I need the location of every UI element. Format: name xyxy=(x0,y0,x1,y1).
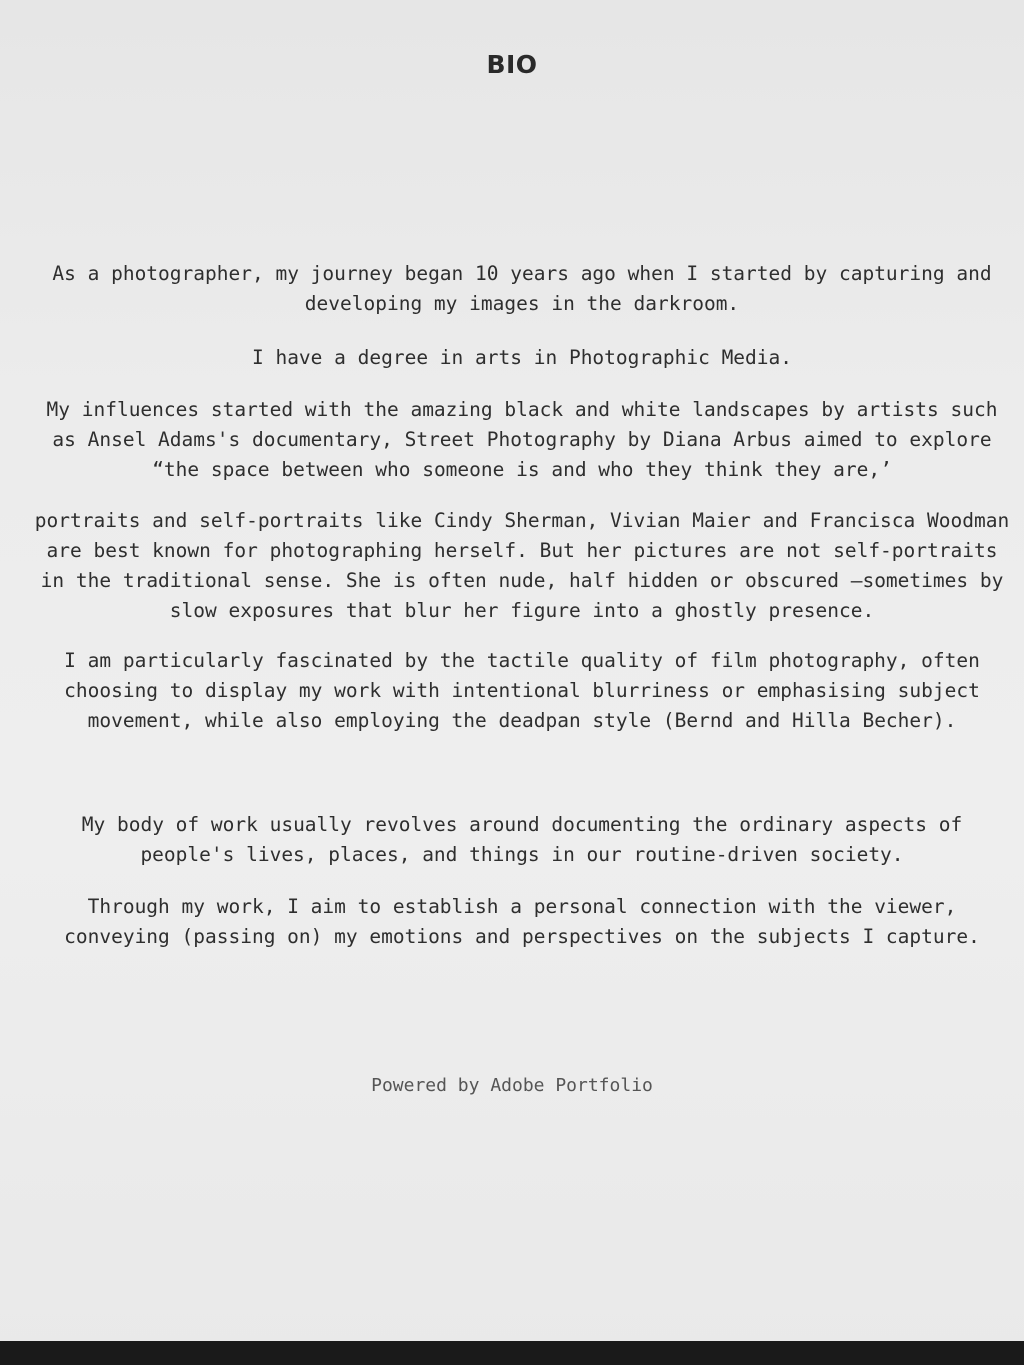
bio-paragraph-film: I am particularly fascinated by the tactile quality of film photography, often choosing to display my work with intentional blurriness or emphasising subject movement, while also employing the deadpan style (Bernd and Hilla Becher). xyxy=(64,649,980,732)
powered-by-link[interactable]: Powered by Adobe Portfolio xyxy=(371,1075,653,1096)
screen-bezel xyxy=(0,1341,1024,1365)
page-title: BIO xyxy=(486,50,538,79)
bio-paragraph-connection: Through my work, I aim to establish a personal connection with the viewer, conveying (passing on) my emotions and perspectives on the subjects I capture. xyxy=(64,895,980,948)
bio-paragraph-influences: My influences started with the amazing black and white landscapes by artists such as Ansel Adams's documentary, Street Photography by Diana Arbus aimed to explore “the space between who someone is and who they think they are,’ xyxy=(46,398,998,481)
bio-paragraph-body-of-work: My body of work usually revolves around documenting the ordinary aspects of people's lives, places, and things in our routine-driven society. xyxy=(81,813,963,866)
bio-paragraph-journey: As a photographer, my journey began 10 years ago when I started by capturing and developing my images in the darkroom. xyxy=(52,262,992,315)
bio-paragraph-portraits: portraits and self-portraits like Cindy Sherman, Vivian Maier and Francisca Woodman are best known for photographing herself. But her pictures are not self-portraits in the traditional sense. She is often nude, half hidden or obscured –sometimes by slow exposures that blur her figure into a ghostly presence. xyxy=(34,509,1010,622)
bio-paragraph-degree: I have a degree in arts in Photographic Media. xyxy=(251,346,793,369)
